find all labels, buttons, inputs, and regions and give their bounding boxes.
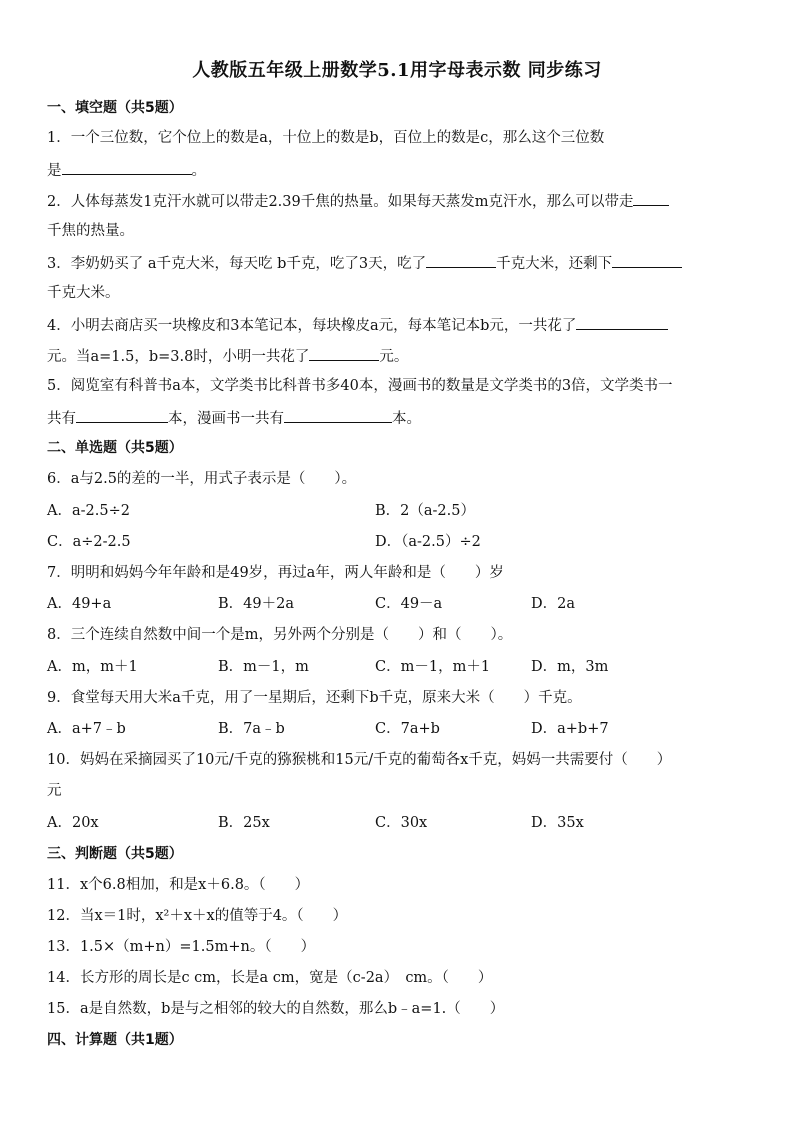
- answer-blank[interactable]: [309, 345, 379, 361]
- answer-blank[interactable]: [633, 190, 669, 206]
- question-4-text: 4．小明去商店买一块橡皮和3本笔记本，每块橡皮a元，每本笔记本b元，一共花了: [47, 318, 577, 334]
- question-2-line-1: [47, 190, 757, 212]
- section-heading-single-choice: 二、单选题（共5题）: [47, 440, 183, 456]
- question-2-line-2: 千焦的热量。: [47, 223, 134, 239]
- question-4-line-2: [47, 345, 757, 367]
- question-8-option-d[interactable]: D．m，3m: [531, 659, 609, 675]
- question-11: 11．x个6.8相加，和是x＋6.8。（ ）: [47, 877, 310, 893]
- question-6-option-c[interactable]: C．a÷2-2.5: [47, 534, 131, 550]
- question-10-option-a[interactable]: A．20x: [47, 815, 99, 831]
- question-8-option-b[interactable]: B．m－1，m: [218, 659, 309, 675]
- question-7-option-c[interactable]: C．49－a: [375, 596, 443, 612]
- question-8-stem: 8．三个连续自然数中间一个是m，另外两个分别是（ ）和（ ）。: [47, 627, 513, 643]
- question-9-option-c[interactable]: C．7a+b: [375, 721, 440, 737]
- question-6-option-a[interactable]: A．a-2.5÷2: [47, 503, 130, 519]
- question-10-stem-2: 元: [47, 783, 62, 799]
- page-title: 人教版五年级上册数学5.1用字母表示数 同步练习: [192, 60, 602, 81]
- section-heading-calculation: 四、计算题（共1题）: [47, 1032, 183, 1048]
- question-10-option-c[interactable]: C．30x: [375, 815, 428, 831]
- question-3-text-2: 千克大米，还剩下: [496, 256, 613, 272]
- question-5-text-2: 本，漫画书一共有: [168, 411, 284, 427]
- question-7-option-b[interactable]: B．49＋2a: [218, 596, 294, 612]
- question-4-text-2: 元。当a=1.5，b=3.8时，小明一共花了: [47, 349, 310, 365]
- section-heading-fill-blank: 一、填空题（共5题）: [47, 100, 183, 116]
- question-7-stem: 7．明明和妈妈今年年龄和是49岁，再过a年，两人年龄和是（ ）岁: [47, 565, 504, 581]
- section-heading-true-false: 三、判断题（共5题）: [47, 846, 183, 862]
- question-10-option-d[interactable]: D．35x: [531, 815, 584, 831]
- question-7-option-d[interactable]: D．2a: [531, 596, 575, 612]
- question-4-end: 元。: [379, 349, 409, 365]
- question-5-line-2: [47, 407, 757, 429]
- question-3-line-1: [47, 252, 757, 274]
- question-5-line-1: 5．阅览室有科普书a本，文学类书比科普书多40本，漫画书的数量是文学类书的3倍，文学类书一: [47, 378, 673, 394]
- question-1-line-1: 1．一个三位数，它个位上的数是a，十位上的数是b，百位上的数是c，那么这个三位数: [47, 130, 605, 146]
- question-6-stem: 6．a与2.5的差的一半，用式子表示是（ ）。: [47, 471, 357, 487]
- question-10-option-b[interactable]: B．25x: [218, 815, 270, 831]
- question-3-text: 3．李奶奶买了 a千克大米，每天吃 b千克，吃了3天，吃了: [47, 256, 427, 272]
- question-8-option-a[interactable]: A．m，m＋1: [47, 659, 138, 675]
- question-1-end: 。: [191, 163, 206, 179]
- question-1-text: 是: [47, 163, 62, 179]
- answer-blank[interactable]: [426, 252, 496, 268]
- question-5-text: 共有: [47, 411, 76, 427]
- question-2-text: 2．人体每蒸发1克汗水就可以带走2.39千焦的热量。如果每天蒸发m克汗水，那么可以带走: [47, 194, 634, 210]
- question-6-option-b[interactable]: B．2（a-2.5）: [375, 503, 475, 519]
- question-9-option-d[interactable]: D．a+b+7: [531, 721, 609, 737]
- answer-blank[interactable]: [76, 407, 168, 423]
- question-9-stem: 9．食堂每天用大米a千克，用了一星期后，还剩下b千克，原来大米（ ）千克。: [47, 690, 582, 706]
- answer-blank[interactable]: [62, 159, 192, 175]
- question-6-option-d[interactable]: D．（a-2.5）÷2: [375, 534, 481, 550]
- question-10-stem: 10．妈妈在采摘园买了10元/千克的猕猴桃和15元/千克的葡萄各x千克，妈妈一共需要付（ ）: [47, 752, 672, 768]
- question-9-option-b[interactable]: B．7a﹣b: [218, 721, 285, 737]
- question-14: 14．长方形的周长是c cm，长是a cm，宽是（c-2a） cm。（ ）: [47, 970, 493, 986]
- question-4-line-1: [47, 314, 757, 336]
- question-12: 12．当x＝1时，x²＋x＋x的值等于4。（ ）: [47, 908, 348, 924]
- answer-blank[interactable]: [576, 314, 668, 330]
- answer-blank[interactable]: [284, 407, 392, 423]
- question-9-option-a[interactable]: A．a+7﹣b: [47, 721, 126, 737]
- question-1-line-2: [47, 159, 757, 181]
- question-15: 15．a是自然数，b是与之相邻的较大的自然数，那么b﹣a=1.（ ）: [47, 1001, 505, 1017]
- question-5-end: 本。: [392, 411, 421, 427]
- question-8-option-c[interactable]: C．m－1，m＋1: [375, 659, 491, 675]
- answer-blank[interactable]: [612, 252, 682, 268]
- question-7-option-a[interactable]: A．49+a: [47, 596, 112, 612]
- question-3-line-2: 千克大米。: [47, 285, 120, 301]
- question-13: 13．1.5×（m+n）=1.5m+n。（ ）: [47, 939, 316, 955]
